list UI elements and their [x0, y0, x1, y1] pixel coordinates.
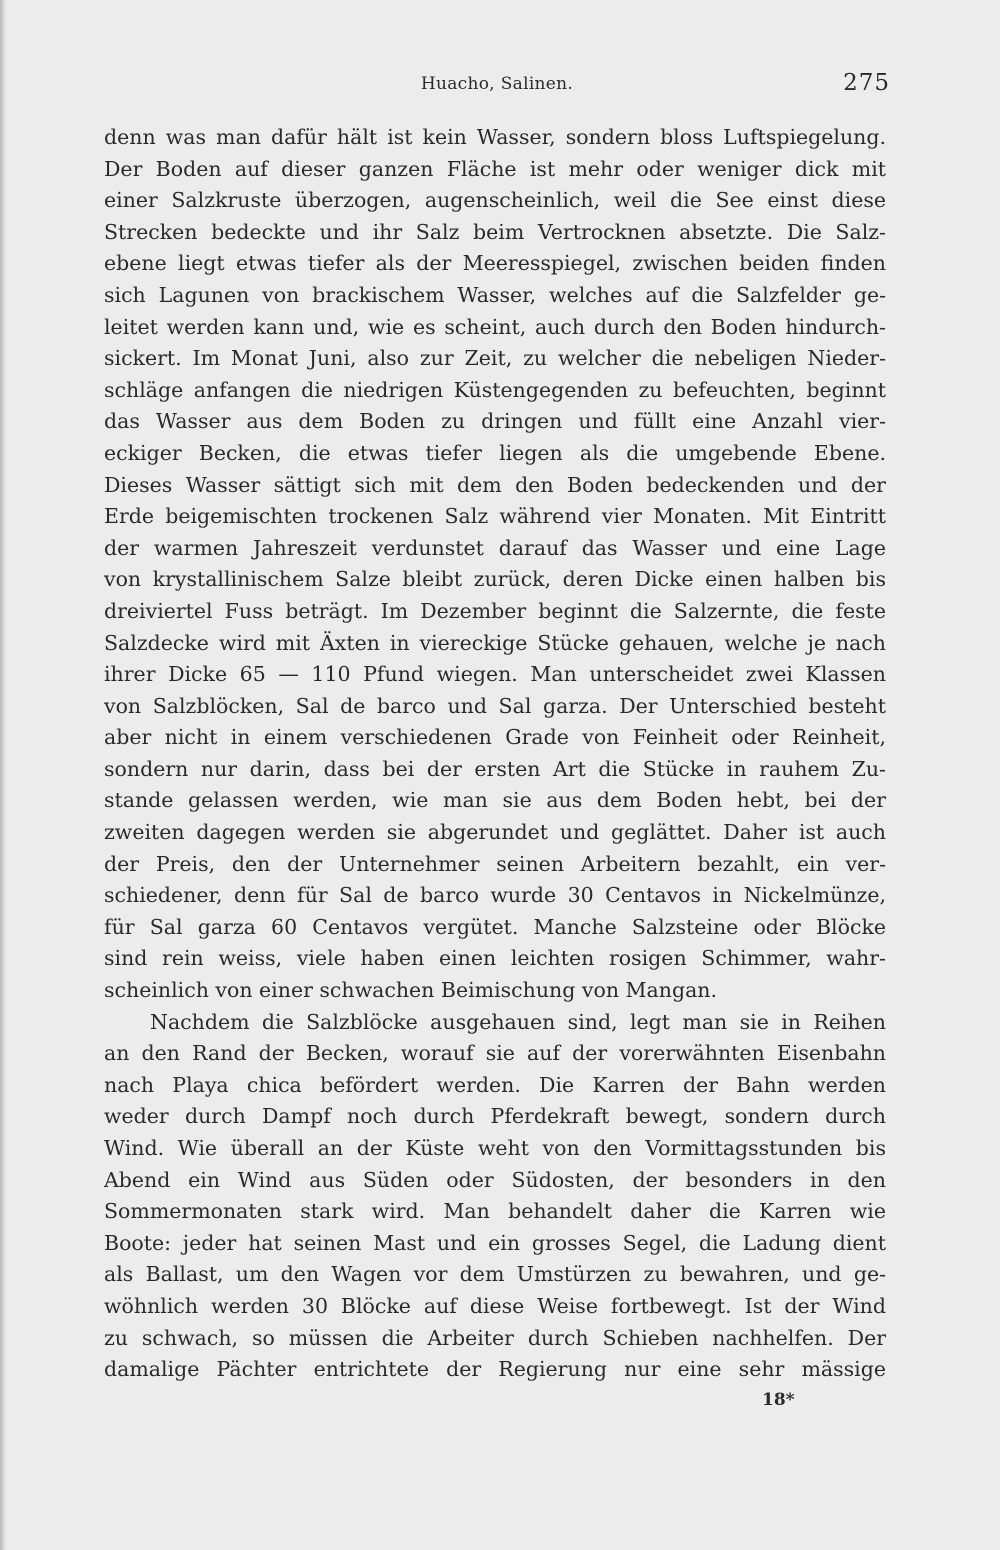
text-line: Abend ein Wind aus Süden oder Südosten, der besonders in den: [104, 1167, 886, 1192]
text-line: damalige Pächter entrichtete der Regierung nur eine sehr mässige: [104, 1357, 886, 1382]
text-line: aber nicht in einem verschiedenen Grade von Feinheit oder Reinheit,: [104, 725, 886, 750]
text-line: Boote: jeder hat seinen Mast und ein grosses Segel, die Ladung dient: [104, 1230, 886, 1255]
text-line: denn was man dafür hält ist kein Wasser, sondern bloss Luftspiegelung.: [104, 125, 886, 149]
text-line: an den Rand der Becken, worauf sie auf der vorerwähnten Eisenbahn: [104, 1041, 886, 1066]
text-line: sich Lagunen von brackischem Wasser, welches auf die Salzfelder ge-: [104, 282, 886, 307]
text-line: sickert. Im Monat Juni, also zur Zeit, zu welcher die nebeligen Nieder-: [104, 346, 886, 371]
text-line: Sommermonaten stark wird. Man behandelt daher die Karren wie: [104, 1199, 886, 1224]
page-fold-shadow: [0, 0, 6, 1550]
text-line: ebene liegt etwas tiefer als der Meeresspiegel, zwischen beiden finden: [104, 251, 886, 276]
text-line: nach Playa chica befördert werden. Die Karren der Bahn werden: [104, 1072, 886, 1097]
text-line: weder durch Dampf noch durch Pferdekraft bewegt, sondern durch: [104, 1104, 886, 1129]
text-line: für Sal garza 60 Centavos vergütet. Manche Salzsteine oder Blöcke: [104, 914, 886, 939]
signature-mark: 18*: [762, 1390, 795, 1410]
text-line: zweiten dagegen werden sie abgerundet und geglättet. Daher ist auch: [104, 820, 886, 845]
text-line: dreiviertel Fuss beträgt. Im Dezember beginnt die Salzernte, die feste: [104, 598, 886, 623]
text-line: sind rein weiss, viele haben einen leichten rosigen Schimmer, wahr-: [104, 946, 886, 971]
text-line: leitet werden kann und, wie es scheint, auch durch den Boden hindurch-: [104, 314, 886, 339]
body-text: [104, 122, 886, 1386]
text-line: ihrer Dicke 65 — 110 Pfund wiegen. Man unterscheidet zwei Klassen: [104, 662, 886, 687]
text-line: einer Salzkruste überzogen, augenscheinlich, weil die See einst diese: [104, 188, 886, 213]
text-line: wöhnlich werden 30 Blöcke auf diese Weise fortbewegt. Ist der Wind: [104, 1293, 886, 1318]
page-header: [104, 70, 890, 104]
text-line: Dieses Wasser sättigt sich mit dem den Boden bedeckenden und der: [104, 472, 886, 497]
text-line: Strecken bedeckte und ihr Salz beim Vertrocknen absetzte. Die Salz-: [104, 219, 886, 244]
text-line: der Preis, den der Unternehmer seinen Arbeitern bezahlt, ein ver-: [104, 851, 886, 876]
text-line: schläge anfangen die niedrigen Küstengegenden zu befeuchten, beginnt: [104, 377, 886, 402]
paragraph: [104, 1007, 886, 1386]
text-line: Der Boden auf dieser ganzen Fläche ist mehr oder weniger dick mit: [104, 156, 886, 181]
text-line: von krystallinischem Salze bleibt zurück, deren Dicke einen halben bis: [104, 567, 886, 592]
text-line: zu schwach, so müssen die Arbeiter durch Schieben nachhelfen. Der: [104, 1325, 886, 1350]
text-line: Erde beigemischten trockenen Salz während vier Monaten. Mit Eintritt: [104, 504, 886, 529]
running-head: Huacho, Salinen.: [420, 74, 574, 94]
text-line: der warmen Jahreszeit verdunstet darauf das Wasser und eine Lage: [104, 535, 886, 560]
text-line: stande gelassen werden, wie man sie aus dem Boden hebt, bei der: [104, 788, 886, 813]
text-line: Wind. Wie überall an der Küste weht von den Vormittagsstunden bis: [104, 1136, 886, 1160]
paragraph: [104, 122, 886, 1007]
text-line: schiedener, denn für Sal de barco wurde 30 Centavos in Nickelmünze,: [104, 883, 886, 908]
page-number: 275: [843, 70, 890, 96]
text-line: als Ballast, um den Wagen vor dem Umstürzen zu bewahren, und ge-: [104, 1262, 886, 1287]
text-line: scheinlich von einer schwachen Beimischung von Mangan.: [104, 978, 718, 1003]
text-line: sondern nur darin, dass bei der ersten Art die Stücke in rauhem Zu-: [104, 756, 886, 781]
text-line: von Salzblöcken, Sal de barco und Sal garza. Der Unterschied besteht: [104, 693, 886, 718]
text-line: das Wasser aus dem Boden zu dringen und füllt eine Anzahl vier-: [104, 409, 886, 434]
text-line: Salzdecke wird mit Äxten in viereckige Stücke gehauen, welche je nach: [104, 630, 886, 655]
text-line: eckiger Becken, die etwas tiefer liegen als die umgebende Ebene.: [104, 440, 886, 465]
text-line: Nachdem die Salzblöcke ausgehauen sind, legt man sie in Reihen: [150, 1009, 886, 1034]
